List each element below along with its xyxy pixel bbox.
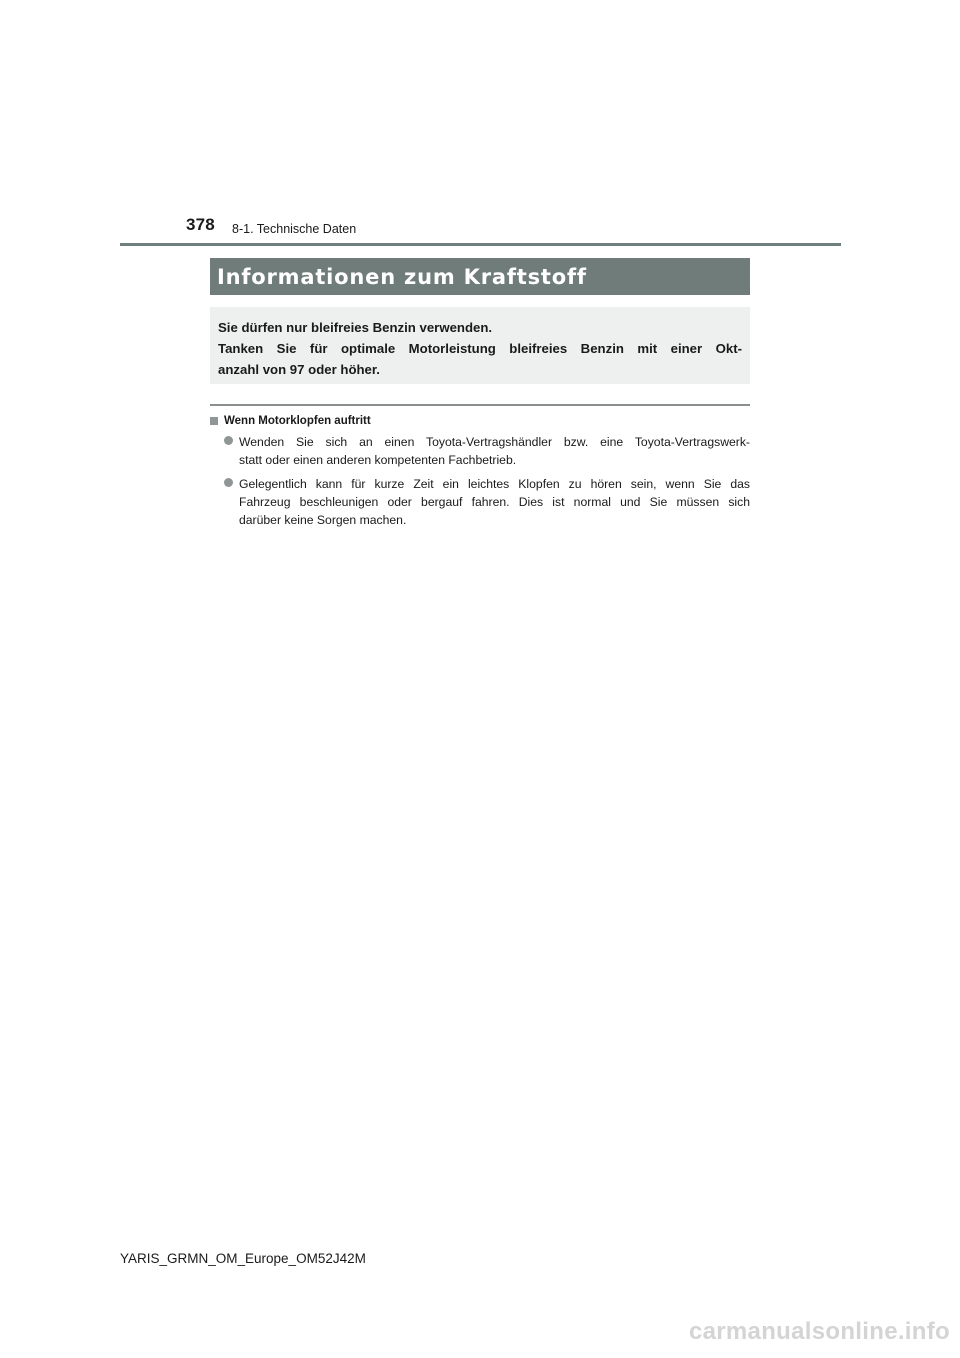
circle-bullet-icon (224, 436, 233, 445)
circle-bullet-icon (224, 478, 233, 487)
page-title: Informationen zum Kraftstoff (217, 264, 587, 289)
intro-line-3: anzahl von 97 oder höher. (218, 362, 380, 377)
bullet-line: darüber keine Sorgen machen. (239, 513, 407, 527)
header-rule (120, 243, 841, 246)
square-bullet-icon (210, 417, 218, 425)
intro-line-2: Tanken Sie für optimale Motorleistung bleifreies Benzin mit einer Okt- (218, 341, 742, 356)
bullet-text (239, 475, 750, 529)
bullet-text (239, 433, 750, 469)
content-divider (210, 404, 750, 406)
bullet-item (224, 433, 750, 469)
bullet-line: Gelegentlich kann für kurze Zeit ein leichtes Klopfen zu hören sein, wenn Sie das (239, 477, 750, 491)
bullet-line: Fahrzeug beschleunigen oder bergauf fahren. Dies ist normal und Sie müssen sich (239, 495, 750, 509)
footer-doc-id: YARIS_GRMN_OM_Europe_OM52J42M (120, 1251, 366, 1266)
page-number: 378 (186, 215, 215, 234)
bullet-item (224, 475, 750, 529)
intro-box (210, 307, 750, 384)
bullet-line: statt oder einen anderen kompetenten Fachbetrieb. (239, 453, 517, 467)
section-label: 8-1. Technische Daten (232, 222, 357, 236)
intro-line-1: Sie dürfen nur bleifreies Benzin verwenden. (218, 320, 493, 335)
bullet-line: Wenden Sie sich an einen Toyota-Vertragshändler bzw. eine Toyota-Vertragswerk- (239, 435, 750, 449)
subheading-text: Wenn Motorklopfen auftritt (224, 415, 371, 427)
watermark: carmanualsonline.info (688, 1318, 950, 1345)
title-bar (210, 258, 750, 295)
subheading (210, 415, 371, 427)
